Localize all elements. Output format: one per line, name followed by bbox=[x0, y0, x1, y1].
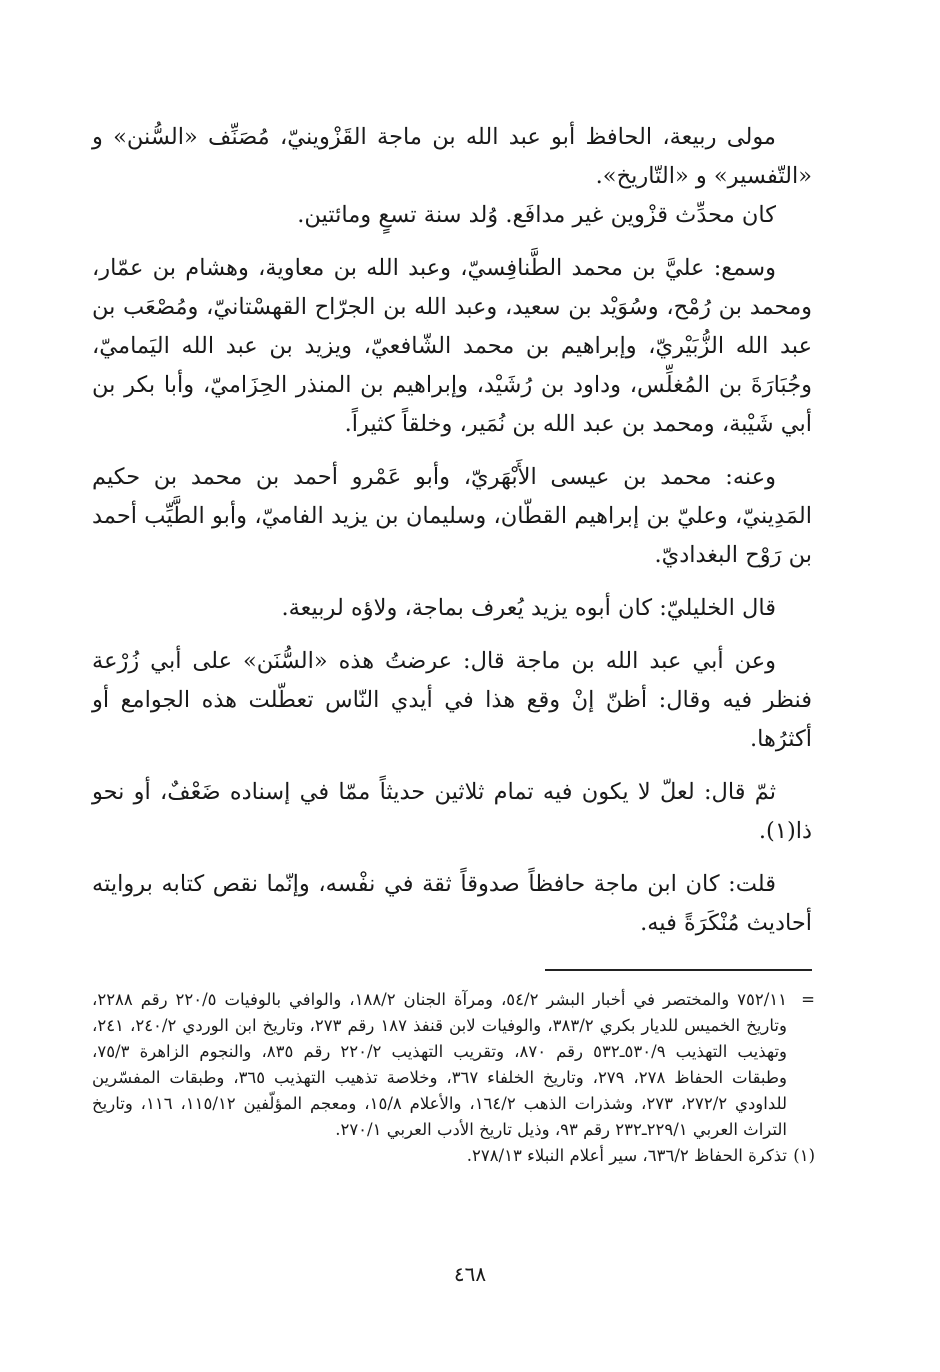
footnote-text: ٧٥٢/١١ والمختصر في أخبار البشر ٥٤/٢، ومرآة الجنان ١٨٨/٢، والوافي بالوفيات ٢٢٠/٥ رقم ٢٢٨٨، وتاريخ الخميس للديار بكري ٣٨٣/٢، والوفيات لابن قنفذ ١٨٧ رقم ٢٧٣، وتاريخ ابن الوردي ٢٤٠/٢، ٢٤١، وتهذيب التهذيب ٥٣٠/٩ـ٥٣٢ رقم ٨٧٠، وتقريب التهذيب ٢٢٠/٢ رقم ٨٣٥، والنجوم الزاهرة ٧٥/٣، وطبقات الحفاظ ٢٧٨، ٢٧٩، وتاريخ الخلفاء ٣٦٧، وخلاصة تذهيب التهذيب ٣٦٥، وطبقات المفسّرين للداودي ٢٧٢/٢، ٢٧٣، وشذرات الذهب ١٦٤/٢، والأعلام ١٥/٨، ومعجم المؤلّفين ١١٥/١٢، ١١٦، وتاريخ التراث العربي ٢٢٩/١ـ٢٣٢ رقم ٩٣، وذيل تاريخ الأدب العربي ٢٧٠/١. bbox=[92, 990, 788, 1139]
paragraph-teachers: وسمع: عليَّ بن محمد الطَّنافِسيّ، وعبد الله بن معاوية، وهشام بن عمّار، ومحمد بن رُمْح، وسُوَيْد بن سعيد، وعبد الله بن الجرّاح القهسْتانيّ، ومُصْعَب بن عبد الله الزُّبَيْريّ، وإبراهيم بن محمد الشّافعيّ، ويزيد بن عبد الله اليَماميّ، وجُبَارَةَ بن المُغلِّس، وداود بن رُشَيْد، وإبراهيم بن المنذر الحِزَاميّ، وأبا بكر بن أبي شَيْبة، ومحمد بن عبد الله بن نُمَير، وخلقاً كثيراً. bbox=[92, 255, 812, 437]
footnote-mark: = bbox=[801, 990, 815, 1009]
footnote-mark: (١) bbox=[793, 1146, 815, 1165]
page-number: ٤٦٨ bbox=[453, 1262, 487, 1286]
footnote-1 bbox=[92, 1143, 815, 1169]
paragraph-biography-intro: مولى ربيعة، الحافظ أبو عبد الله بن ماجة القَزْوينيّ، مُصَنِّف «السُّنن» و «التّفسير» و «التّاريخ». bbox=[92, 124, 812, 189]
paragraph-weak-hadith: ثمّ قال: لعلّ لا يكون فيه تمام ثلاثين حديثاً ممّا في إسناده ضَعْفٌ، أو نحو ذا(١). bbox=[92, 779, 812, 844]
footnote-continued bbox=[92, 987, 815, 1143]
paragraph-author-assessment: قلت: كان ابن ماجة حافظاً صدوقاً ثقة في نفْسه، وإنّما نقص كتابه بروايته أحاديث مُنْكَرَةً فيه. bbox=[92, 871, 812, 936]
paragraph-khalili-quote: قال الخليليّ: كان أبوه يزيد يُعرف بماجة، ولاؤه لربيعة. bbox=[281, 595, 776, 621]
footnote-divider bbox=[545, 969, 812, 971]
footnotes bbox=[92, 987, 815, 1169]
paragraph-students: وعنه: محمد بن عيسى الأَبْهَريّ، وأبو عَمْرو أحمد بن محمد بن حكيم المَدِينيّ، وعليّ بن إبراهيم القطّان، وسليمان بن يزيد الفاميّ، وأبو الطَّيِّب أحمد بن رَوْح البغداديّ. bbox=[92, 464, 812, 568]
paragraph-birth: كان محدِّث قزْوين غير مدافَع. وُلد سنة تسعٍ ومائتين. bbox=[297, 202, 776, 228]
main-text bbox=[92, 118, 812, 943]
footnote-text: تذكرة الحفاظ ٦٣٦/٢، سير أعلام النبلاء ٢٧٨/١٣. bbox=[466, 1146, 787, 1165]
paragraph-abu-zura: وعن أبي عبد الله بن ماجة قال: عرضتُ هذه «السُّنَن» على أبي زُرْعة فنظر فيه وقال: أظنّ إنْ وقع هذا في أيدي النّاس تعطّلت هذه الجوامع أو أكثرُها. bbox=[92, 648, 812, 752]
